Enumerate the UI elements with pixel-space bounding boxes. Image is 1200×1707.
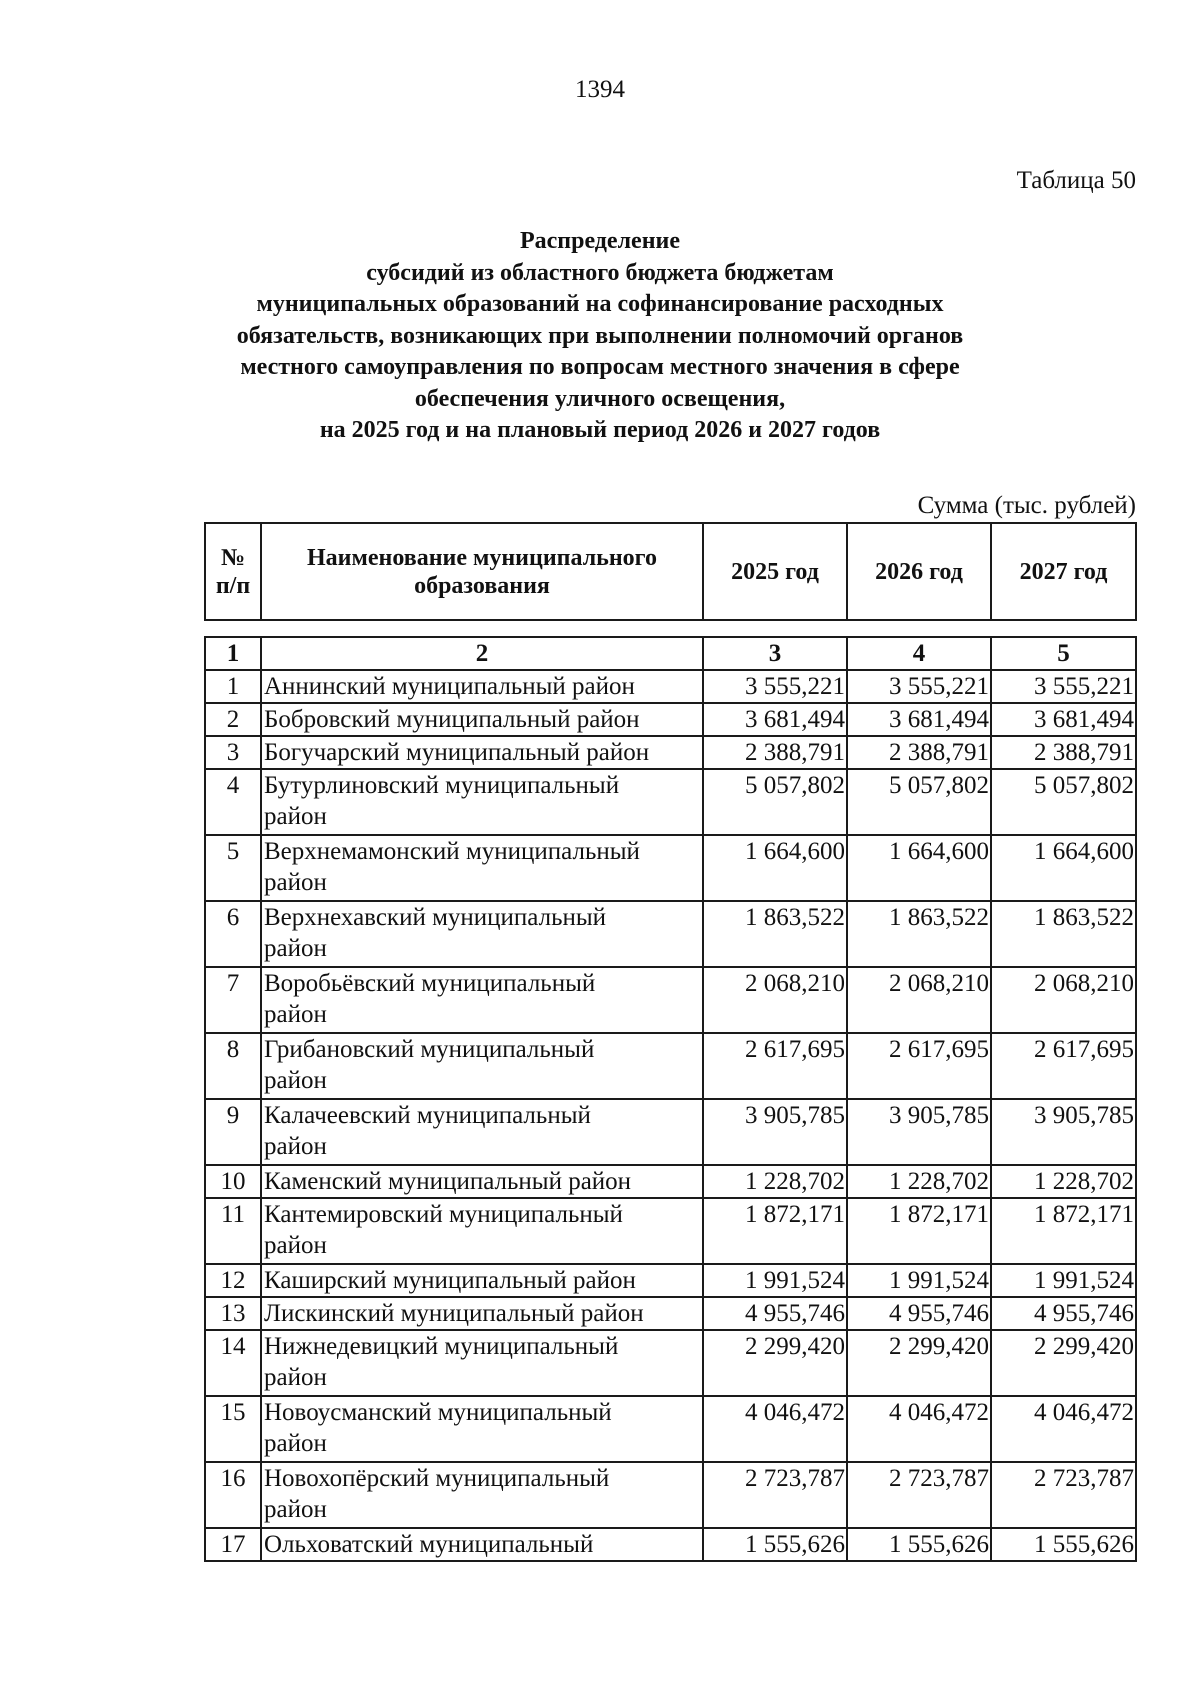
row-value-2027: 1 991,524 bbox=[991, 1264, 1136, 1297]
page-number: 1394 bbox=[575, 76, 625, 103]
title-line: на 2025 год и на плановый период 2026 и 2027 годов bbox=[319, 417, 881, 443]
row-name bbox=[261, 967, 703, 1033]
table-row bbox=[205, 967, 1136, 1033]
header-2025: 2025 год bbox=[703, 523, 847, 620]
header-2026: 2026 год bbox=[847, 523, 991, 620]
data-table bbox=[204, 636, 1137, 1562]
row-num: 11 bbox=[205, 1198, 261, 1264]
row-num: 7 bbox=[205, 967, 261, 1033]
row-name-line1: Верхнемамонский муниципальный bbox=[264, 838, 640, 865]
row-value-2026: 3 905,785 bbox=[847, 1099, 991, 1165]
row-name-line2: район bbox=[264, 1364, 327, 1391]
table-row bbox=[205, 1297, 1136, 1330]
row-name bbox=[261, 1198, 703, 1264]
table-row bbox=[205, 1396, 1136, 1462]
row-value-2026: 1 991,524 bbox=[847, 1264, 991, 1297]
row-name-line2: район bbox=[264, 803, 327, 830]
row-name: Бобровский муниципальный район bbox=[261, 703, 703, 736]
table-row bbox=[205, 1033, 1136, 1099]
row-num: 4 bbox=[205, 769, 261, 835]
row-value-2026: 1 228,702 bbox=[847, 1165, 991, 1198]
header-name bbox=[261, 523, 703, 620]
row-value-2027: 4 955,746 bbox=[991, 1297, 1136, 1330]
row-num: 2 bbox=[205, 703, 261, 736]
row-name bbox=[261, 1396, 703, 1462]
row-num: 10 bbox=[205, 1165, 261, 1198]
row-num: 1 bbox=[205, 670, 261, 703]
row-value-2026: 2 299,420 bbox=[847, 1330, 991, 1396]
header-num-line1: № bbox=[220, 544, 246, 571]
row-value-2027: 1 555,626 bbox=[991, 1528, 1136, 1561]
table-row bbox=[205, 1198, 1136, 1264]
row-value-2027: 3 555,221 bbox=[991, 670, 1136, 703]
header-num bbox=[205, 523, 261, 620]
row-num: 5 bbox=[205, 835, 261, 901]
row-value-2025: 2 723,787 bbox=[703, 1462, 847, 1528]
row-value-2025: 2 617,695 bbox=[703, 1033, 847, 1099]
row-name-line2: район bbox=[264, 1001, 327, 1028]
row-value-2026: 2 723,787 bbox=[847, 1462, 991, 1528]
row-name-line2: район bbox=[264, 1496, 327, 1523]
document-title bbox=[130, 226, 1070, 447]
row-value-2025: 4 955,746 bbox=[703, 1297, 847, 1330]
row-value-2026: 2 068,210 bbox=[847, 967, 991, 1033]
row-name bbox=[261, 1099, 703, 1165]
row-name-line1: Грибановский муниципальный bbox=[264, 1036, 595, 1063]
row-num: 14 bbox=[205, 1330, 261, 1396]
row-name-line1: Новоусманский муниципальный bbox=[264, 1399, 612, 1426]
row-num: 17 bbox=[205, 1528, 261, 1561]
row-value-2027: 2 299,420 bbox=[991, 1330, 1136, 1396]
row-value-2026: 3 555,221 bbox=[847, 670, 991, 703]
header-name-line1: Наименование муниципального bbox=[307, 544, 657, 571]
row-value-2025: 3 555,221 bbox=[703, 670, 847, 703]
header-name-line2: образования bbox=[414, 572, 550, 599]
row-name-line1: Воробьёвский муниципальный bbox=[264, 970, 596, 997]
header-row bbox=[205, 523, 1136, 620]
title-line: Распределение bbox=[519, 228, 681, 254]
row-num: 15 bbox=[205, 1396, 261, 1462]
column-number: 2 bbox=[261, 637, 703, 670]
row-value-2025: 2 299,420 bbox=[703, 1330, 847, 1396]
column-number: 1 bbox=[205, 637, 261, 670]
row-name bbox=[261, 1033, 703, 1099]
row-name-line2: район bbox=[264, 1232, 327, 1259]
table-row bbox=[205, 703, 1136, 736]
row-name-line2: район bbox=[264, 1133, 327, 1160]
title-line: местного самоуправления по вопросам местного значения в сфере bbox=[240, 354, 960, 380]
row-name-line1: Бутурлиновский муниципальный bbox=[264, 772, 620, 799]
row-name-line1: Кантемировский муниципальный bbox=[264, 1201, 623, 1228]
row-value-2025: 1 228,702 bbox=[703, 1165, 847, 1198]
row-value-2025: 2 388,791 bbox=[703, 736, 847, 769]
row-value-2027: 2 388,791 bbox=[991, 736, 1136, 769]
row-value-2027: 2 068,210 bbox=[991, 967, 1136, 1033]
row-value-2026: 3 681,494 bbox=[847, 703, 991, 736]
row-value-2026: 1 555,626 bbox=[847, 1528, 991, 1561]
row-name bbox=[261, 1462, 703, 1528]
row-value-2027: 1 228,702 bbox=[991, 1165, 1136, 1198]
row-value-2026: 1 863,522 bbox=[847, 901, 991, 967]
row-name-line1: Нижнедевицкий муниципальный bbox=[264, 1333, 619, 1360]
table-label: Таблица 50 bbox=[1016, 167, 1136, 194]
row-value-2026: 4 955,746 bbox=[847, 1297, 991, 1330]
row-num: 13 bbox=[205, 1297, 261, 1330]
row-value-2025: 1 555,626 bbox=[703, 1528, 847, 1561]
units-label: Сумма (тыс. рублей) bbox=[917, 492, 1136, 519]
row-value-2026: 1 872,171 bbox=[847, 1198, 991, 1264]
row-name-line1: Новохопёрский муниципальный bbox=[264, 1465, 610, 1492]
row-name bbox=[261, 769, 703, 835]
row-value-2027: 2 617,695 bbox=[991, 1033, 1136, 1099]
row-name-line2: район bbox=[264, 1430, 327, 1457]
row-value-2027: 1 872,171 bbox=[991, 1198, 1136, 1264]
row-value-2025: 1 991,524 bbox=[703, 1264, 847, 1297]
table-row bbox=[205, 1099, 1136, 1165]
row-value-2025: 1 664,600 bbox=[703, 835, 847, 901]
row-value-2025: 3 905,785 bbox=[703, 1099, 847, 1165]
table-row bbox=[205, 1165, 1136, 1198]
row-num: 12 bbox=[205, 1264, 261, 1297]
row-name-line2: район bbox=[264, 869, 327, 896]
table-row bbox=[205, 1330, 1136, 1396]
row-value-2025: 1 863,522 bbox=[703, 901, 847, 967]
row-name: Каменский муниципальный район bbox=[261, 1165, 703, 1198]
row-value-2026: 2 388,791 bbox=[847, 736, 991, 769]
row-value-2027: 5 057,802 bbox=[991, 769, 1136, 835]
row-name-line1: Верхнехавский муниципальный bbox=[264, 904, 607, 931]
title-line: обязательств, возникающих при выполнении полномочий органов bbox=[236, 322, 964, 349]
row-value-2026: 4 046,472 bbox=[847, 1396, 991, 1462]
row-num: 6 bbox=[205, 901, 261, 967]
row-value-2027: 4 046,472 bbox=[991, 1396, 1136, 1462]
table-row bbox=[205, 1462, 1136, 1528]
row-value-2025: 1 872,171 bbox=[703, 1198, 847, 1264]
table-header bbox=[204, 522, 1137, 621]
row-num: 9 bbox=[205, 1099, 261, 1165]
header-2027: 2027 год bbox=[991, 523, 1136, 620]
row-name bbox=[261, 835, 703, 901]
table-row bbox=[205, 670, 1136, 703]
row-name-line1: Калачеевский муниципальный bbox=[264, 1102, 591, 1129]
row-value-2025: 2 068,210 bbox=[703, 967, 847, 1033]
row-num: 3 bbox=[205, 736, 261, 769]
row-name: Богучарский муниципальный район bbox=[261, 736, 703, 769]
row-value-2025: 4 046,472 bbox=[703, 1396, 847, 1462]
table-row bbox=[205, 901, 1136, 967]
row-value-2027: 1 664,600 bbox=[991, 835, 1136, 901]
table-row bbox=[205, 769, 1136, 835]
row-num: 8 bbox=[205, 1033, 261, 1099]
row-value-2026: 5 057,802 bbox=[847, 769, 991, 835]
table-row bbox=[205, 835, 1136, 901]
column-number: 4 bbox=[847, 637, 991, 670]
row-name bbox=[261, 1330, 703, 1396]
row-num: 16 bbox=[205, 1462, 261, 1528]
row-value-2027: 3 681,494 bbox=[991, 703, 1136, 736]
column-number: 5 bbox=[991, 637, 1136, 670]
column-number: 3 bbox=[703, 637, 847, 670]
row-name bbox=[261, 901, 703, 967]
title-line: муниципальных образований на софинансирование расходных bbox=[256, 291, 944, 317]
table-row bbox=[205, 1528, 1136, 1561]
row-name: Ольховатский муниципальный bbox=[261, 1528, 703, 1561]
row-value-2025: 5 057,802 bbox=[703, 769, 847, 835]
table-row bbox=[205, 1264, 1136, 1297]
row-value-2025: 3 681,494 bbox=[703, 703, 847, 736]
row-value-2026: 1 664,600 bbox=[847, 835, 991, 901]
table-row bbox=[205, 736, 1136, 769]
row-value-2027: 3 905,785 bbox=[991, 1099, 1136, 1165]
header-num-line2: п/п bbox=[215, 572, 251, 599]
title-line: субсидий из областного бюджета бюджетам bbox=[366, 259, 834, 286]
row-value-2026: 2 617,695 bbox=[847, 1033, 991, 1099]
row-name: Лискинский муниципальный район bbox=[261, 1297, 703, 1330]
title-line: обеспечения уличного освещения, bbox=[414, 385, 786, 412]
row-name-line2: район bbox=[264, 1067, 327, 1094]
row-name: Каширский муниципальный район bbox=[261, 1264, 703, 1297]
row-name-line2: район bbox=[264, 935, 327, 962]
row-name: Аннинский муниципальный район bbox=[261, 670, 703, 703]
row-value-2027: 1 863,522 bbox=[991, 901, 1136, 967]
row-value-2027: 2 723,787 bbox=[991, 1462, 1136, 1528]
column-numbers-row bbox=[205, 637, 1136, 670]
